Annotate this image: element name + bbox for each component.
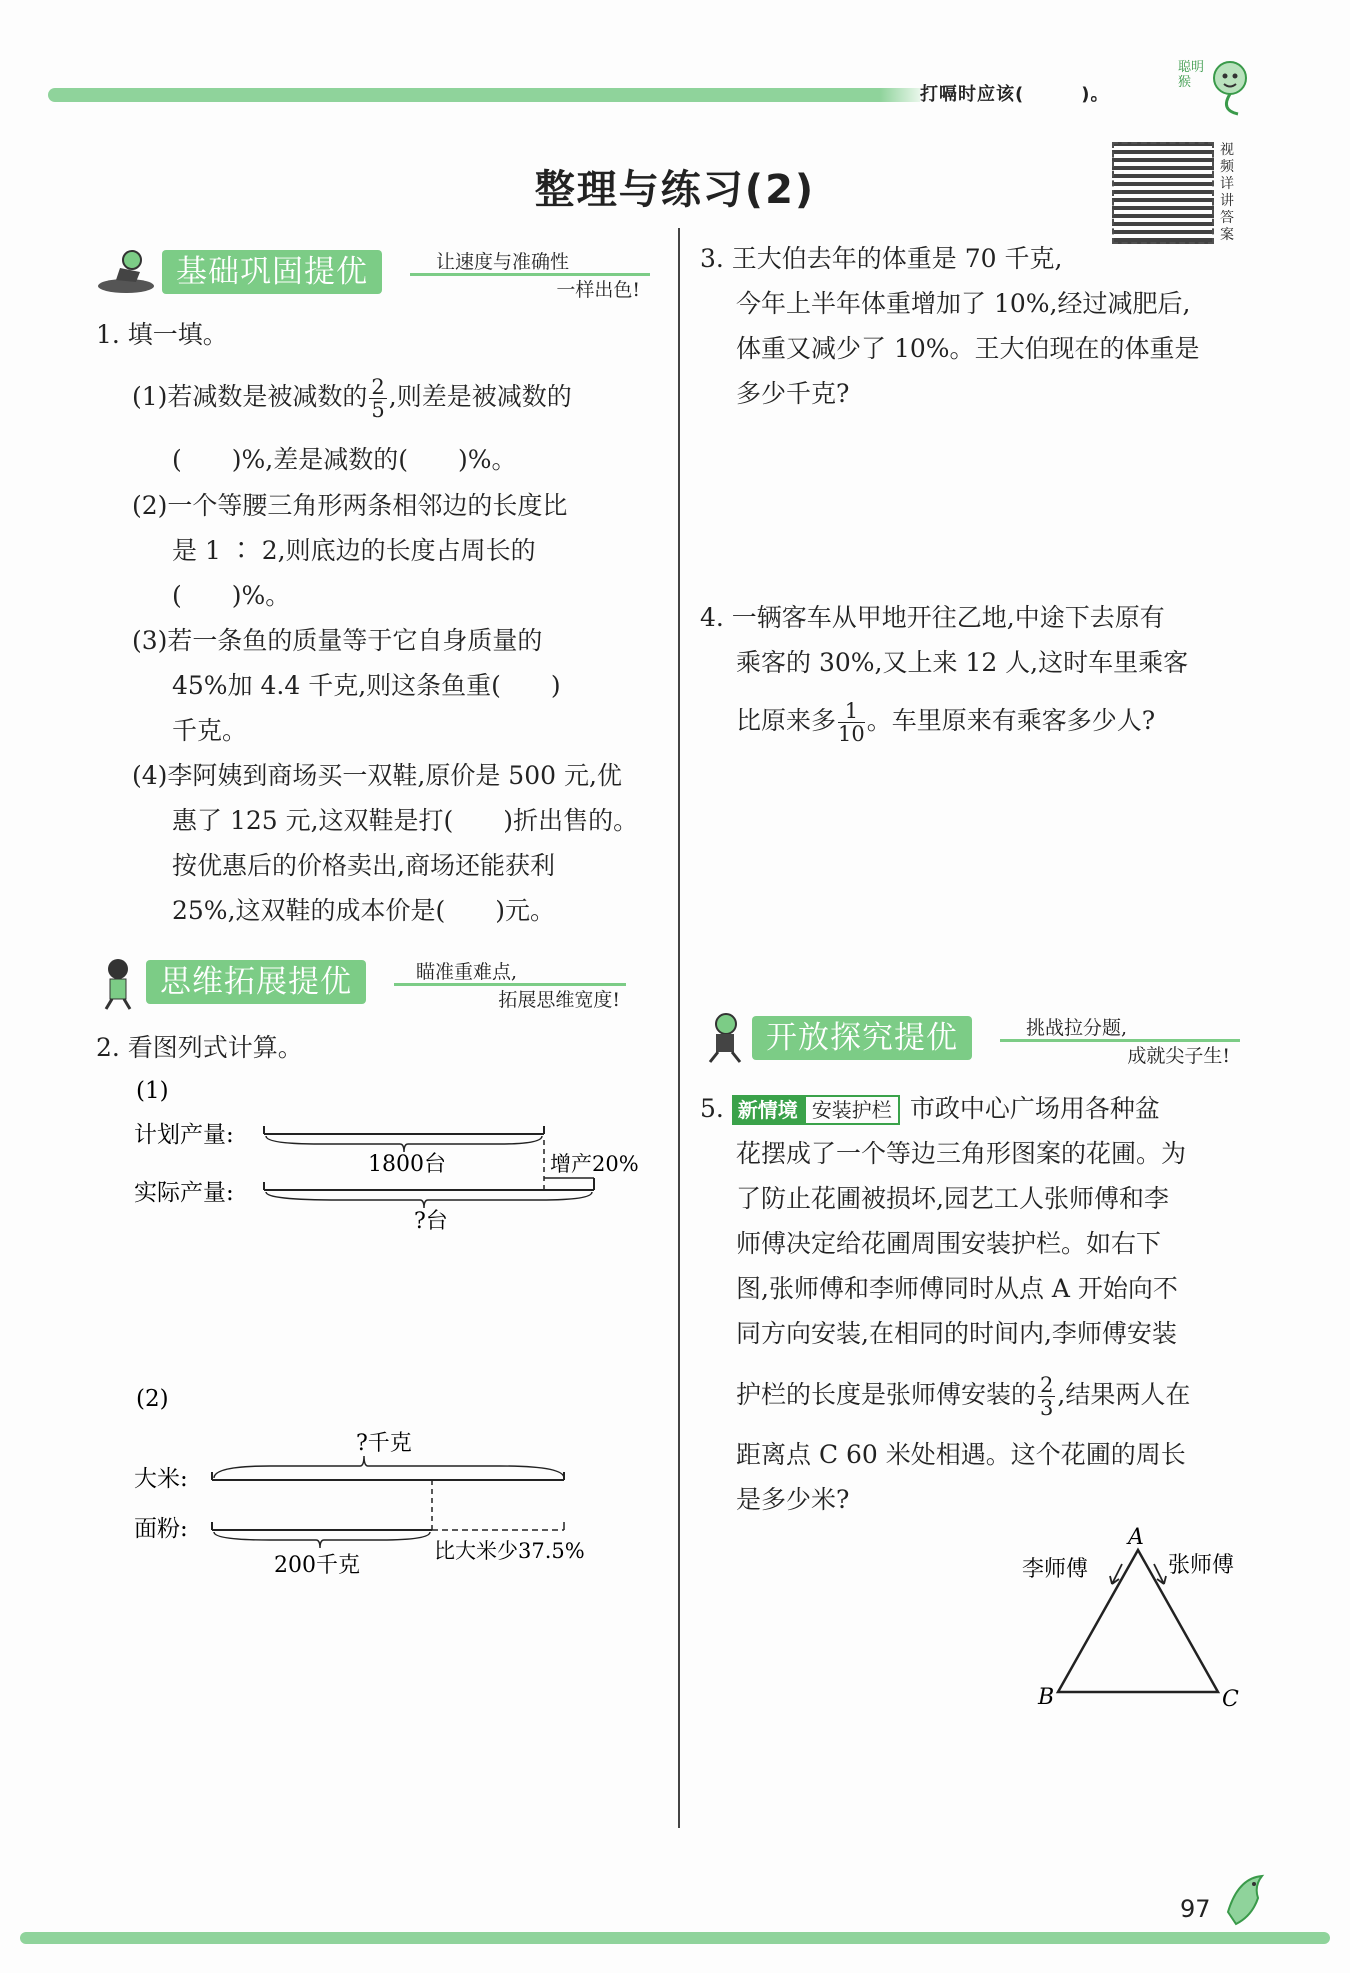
- question-1-3-line-c: 千克。: [172, 716, 248, 745]
- fraction-numerator: 2: [1040, 1373, 1054, 1397]
- flour-brace: [214, 1532, 430, 1548]
- page-number: 97: [1180, 1895, 1211, 1923]
- vertex-b-label: B: [1038, 1685, 1055, 1710]
- qr-code-label: 视频详讲答案: [1220, 142, 1234, 243]
- bottom-green-bar: [20, 1932, 1330, 1944]
- text: 市政中心广场用各种盆: [909, 1094, 1160, 1123]
- actual-value: ?台: [414, 1209, 448, 1234]
- flour-value: 200千克: [274, 1553, 360, 1578]
- text: (1)若减数是被减数的: [132, 382, 368, 411]
- segment-diagram-2: [120, 1380, 660, 1580]
- question-1-2-line-a: (2)一个等腰三角形两条相邻边的长度比: [132, 491, 568, 520]
- slogan-thinking: [400, 958, 620, 1014]
- section-banner-thinking: 思维拓展提优: [146, 960, 366, 1004]
- riddle-text: 打嗝时应该( )。: [920, 84, 1110, 105]
- plan-output-label: 计划产量:: [134, 1122, 234, 1148]
- question-1-3-line-b[interactable]: 45%加 4.4 千克,则这条鱼重( ): [172, 671, 561, 700]
- question-1-1-blanks[interactable]: ( )%,差是减数的( )%。: [172, 445, 517, 474]
- question-5-line-c: 了防止花圃被损坏,园艺工人张师傅和李: [736, 1184, 1169, 1213]
- section-banner-basic: 基础巩固提优: [162, 250, 382, 294]
- brand-label: 聪明猴: [1178, 60, 1205, 90]
- actual-output-label: 实际产量:: [134, 1180, 234, 1206]
- question-1-4-line-c: 按优惠后的价格卖出,商场还能获利: [172, 851, 555, 880]
- flour-less-label: 比大米少37.5%: [434, 1539, 585, 1563]
- question-1-2-blank[interactable]: ( )%。: [172, 581, 291, 610]
- text: 护栏的长度是张师傅安装的: [736, 1380, 1037, 1409]
- actual-brace: [266, 1192, 592, 1208]
- page-title: 整理与练习(2): [534, 167, 816, 213]
- text: 。车里原来有乘客多少人?: [866, 706, 1156, 735]
- slogan-line: 拓展思维宽度!: [498, 989, 620, 1011]
- question-1-title: 1. 填一填。: [96, 320, 228, 349]
- li-label: 李师傅: [1022, 1557, 1089, 1582]
- question-1-3-line-a: (3)若一条鱼的质量等于它自身质量的: [132, 626, 543, 655]
- question-1-2-line-b: 是 1 ∶ 2,则底边的长度占周长的: [172, 536, 536, 565]
- fraction-2-5: [369, 376, 386, 421]
- diagram-label-2: (2): [136, 1386, 169, 1412]
- question-5-line-a: [700, 1086, 1160, 1131]
- question-5-line-h: 距离点 C 60 米处相遇。这个花圃的周长: [736, 1440, 1186, 1469]
- fraction-1-10: [838, 700, 865, 745]
- question-4-line-b: 乘客的 30%,又上来 12 人,这时车里乘客: [736, 648, 1189, 677]
- question-5-line-e: 图,张师傅和李师傅同时从点 A 开始向不: [736, 1274, 1178, 1303]
- question-5-line-d: 师傅决定给花圃周围安装护栏。如右下: [736, 1229, 1162, 1258]
- question-3-line-c: 体重又减少了 10%。王大伯现在的体重是: [736, 334, 1200, 363]
- plan-value: 1800台: [368, 1152, 446, 1177]
- slogan-basic: [420, 248, 640, 304]
- rice-label: 大米:: [134, 1466, 188, 1492]
- slogan-line: 一样出色!: [556, 279, 640, 301]
- rice-brace: [214, 1456, 564, 1478]
- question-3-line-d: 多少千克?: [736, 379, 850, 408]
- question-1-4-line-a: (4)李阿姨到商场买一双鞋,原价是 500 元,优: [132, 761, 622, 790]
- flour-label: 面粉:: [134, 1516, 188, 1542]
- new-context-tag: 新情境: [732, 1095, 804, 1125]
- slogan-open: [1010, 1014, 1230, 1070]
- top-green-bar: [48, 88, 908, 102]
- fraction-denominator: 10: [838, 722, 865, 746]
- top-bar-fade: [880, 88, 920, 102]
- slogan-line: 瞄准重难点,: [416, 961, 518, 983]
- zhang-label: 张师傅: [1168, 1553, 1235, 1578]
- topic-tag: 安装护栏: [804, 1095, 900, 1125]
- plan-brace: [266, 1136, 542, 1152]
- question-5-line-f: 同方向安装,在相同的时间内,李师傅安装: [736, 1319, 1177, 1348]
- question-1-4-line-b[interactable]: 惠了 125 元,这双鞋是打( )折出售的。: [172, 806, 639, 835]
- fraction-denominator: 3: [1040, 1396, 1054, 1420]
- dolphin-icon: [1218, 1868, 1278, 1936]
- rice-value: ?千克: [356, 1431, 412, 1456]
- slogan-line: 挑战拉分题,: [1026, 1017, 1128, 1039]
- thinker-mascot-icon: [96, 955, 144, 1015]
- fraction-denominator: 5: [371, 398, 385, 422]
- question-5-line-b: 花摆成了一个等边三角形图案的花圃。为: [736, 1139, 1187, 1168]
- fraction-numerator: 1: [838, 700, 865, 723]
- diagram-label-1: (1): [136, 1078, 169, 1104]
- question-3-line-a: 3. 王大伯去年的体重是 70 千克,: [700, 244, 1063, 273]
- vertex-c-label: C: [1222, 1687, 1239, 1712]
- fraction-2-3: [1038, 1374, 1055, 1419]
- question-2-title: 2. 看图列式计算。: [96, 1033, 303, 1062]
- question-5-line-i: 是多少米?: [736, 1485, 850, 1514]
- vertex-a-label: A: [1128, 1525, 1144, 1550]
- segment-diagram-1: [120, 1070, 660, 1250]
- increase-label: 增产20%: [550, 1152, 639, 1176]
- skier-mascot-icon: [96, 246, 158, 300]
- section-banner-open: 开放探究提优: [752, 1016, 972, 1060]
- qr-code-icon[interactable]: [1112, 142, 1214, 244]
- question-1-1-line: [132, 374, 572, 421]
- question-5-number: 5.: [700, 1094, 724, 1123]
- question-1-4-line-d[interactable]: 25%,这双鞋的成本价是( )元。: [172, 896, 556, 925]
- triangle-figure: [1010, 1520, 1270, 1720]
- slogan-line: 让速度与准确性: [436, 251, 570, 273]
- explorer-mascot-icon: [698, 1010, 750, 1068]
- text: ,结果两人在: [1057, 1380, 1191, 1409]
- question-5-line-g: [736, 1372, 1190, 1419]
- text: 比原来多: [736, 706, 837, 735]
- slogan-line: 成就尖子生!: [1127, 1045, 1230, 1067]
- question-3-line-b: 今年上半年体重增加了 10%,经过减肥后,: [736, 289, 1191, 318]
- column-divider: [678, 228, 680, 1828]
- text: ,则差是被减数的: [388, 382, 572, 411]
- question-4-line-a: 4. 一辆客车从甲地开往乙地,中途下去原有: [700, 603, 1165, 632]
- fraction-numerator: 2: [371, 375, 385, 399]
- question-4-line-c: [736, 698, 1155, 745]
